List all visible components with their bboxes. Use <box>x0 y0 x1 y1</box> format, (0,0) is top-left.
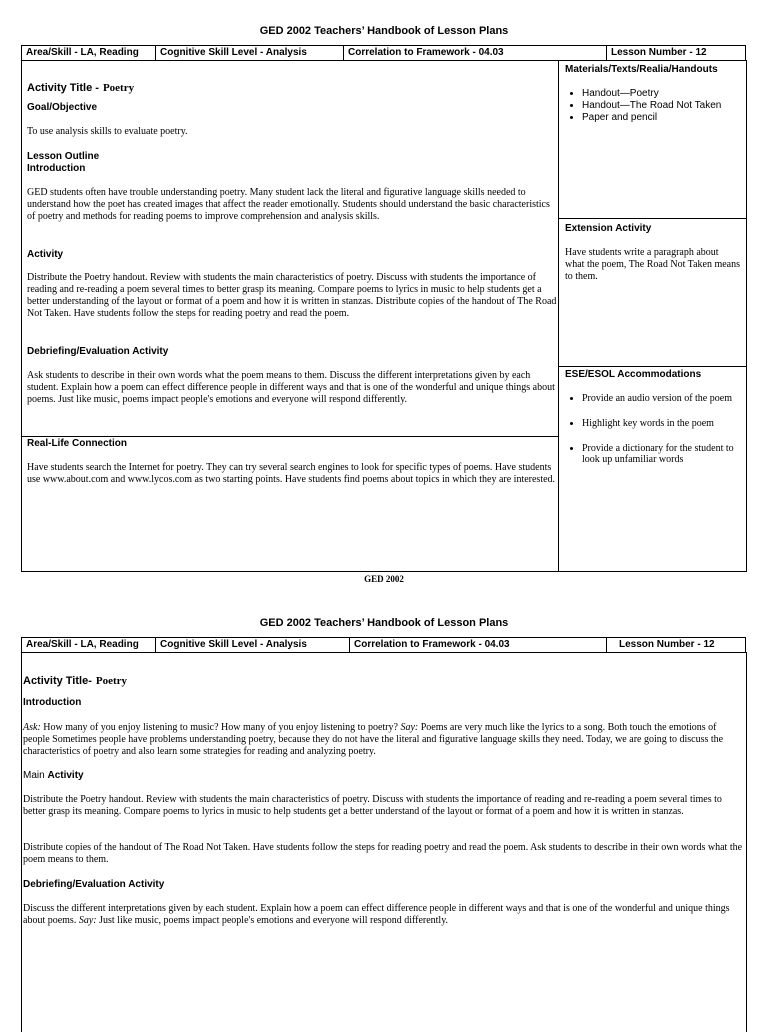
esol-item: • Provide an audio version of the poem <box>582 393 743 404</box>
page1-header-row <box>21 45 746 61</box>
page2-intro-text <box>23 722 743 758</box>
correlation-cell: Correlation to Framework - 04.03 <box>350 638 607 652</box>
page2-activity-title <box>23 671 723 689</box>
esol-list <box>565 393 743 479</box>
extension-heading: Extension Activity <box>565 223 652 234</box>
materials-heading: Materials/Texts/Realia/Handouts <box>565 64 718 75</box>
page1-title: GED 2002 Teachers’ Handbook of Lesson Plans <box>259 25 509 37</box>
materials-box <box>558 60 747 219</box>
say-label: Say: <box>400 722 419 733</box>
reallife-heading: Real-Life Connection <box>27 438 128 449</box>
activity-text: Distribute the Poetry handout. Review with students the main characteristics of poetry. Discuss with students the importance of reading and re-reading a poem several times to better grasp its meaning. Compare poems to lyrics in music to help students get a better understanding of the layout or format of a poem and how it is written in stanzas. Distribute copies of the handout of The Road Not Taken. Have students follow the steps for reading poetry and read the poem. <box>27 272 557 319</box>
materials-item: • Paper and pencil <box>582 112 743 124</box>
lesson-number-cell: Lesson Number - 12 <box>619 639 715 650</box>
real-life-box <box>21 436 559 572</box>
cognitive-skill-cell: Cognitive Skill Level - Analysis <box>156 638 350 652</box>
debrief-text2: Just like music, poems impact people's emotions and everyone will respond differently. <box>99 915 449 926</box>
page2-debrief-heading: Debriefing/Evaluation Activity <box>23 879 165 890</box>
materials-item: • Handout—Poetry <box>582 88 743 100</box>
goal-heading: Goal/Objective <box>27 102 98 113</box>
debrief-text: Ask students to describe in their own words what the poem means to them. Discuss the different interpretations given by each student. Explain how a poem can effect difference people in different ways and that is one of the wonderful and unique things about poems. Just like music, poems impact people's emotions and everyone will respond differently. <box>27 370 555 405</box>
intro-text: GED students often have trouble understanding poetry. Many student lack the literal and figurative language skills needed to understand how the poet has created images that affect the reader emotionally. Students should understand the basic characteristics of poetry and methods for reading poems to improve comprehension and analysis skills. <box>27 187 550 222</box>
activity-heading: Activity <box>27 249 64 260</box>
outline-heading: Lesson Outline <box>27 151 100 162</box>
esol-item: • Provide a dictionary for the student to look up unfamiliar words <box>582 443 743 465</box>
debrief-say-label: Say: <box>78 915 97 926</box>
reallife-text: Have students search the Internet for poetry. They can try several search engines to look for specific types of poems. Have students use www.about.com and www.lycos.com as two starting points. Have students find poems about topics in which they are interested. <box>27 462 556 485</box>
main-label: Main <box>23 770 45 781</box>
area-skill-cell: Area/Skill - LA, Reading <box>22 46 156 60</box>
page2-main-text2: Distribute copies of the handout of The Road Not Taken. Have students follow the steps for reading poetry and read the poem. Ask students to describe in their own words what the poem means to them. <box>23 842 743 865</box>
esol-heading: ESE/ESOL Accommodations <box>565 369 702 380</box>
say-text: Poems are very much like the lyrics to a song. Both touch the emotions of people Sometimes people have problems understanding poetry, because they do not have the literal and figurative language skills they need. Today, we are going to discuss the characteristics of poetry and also learn some strategies for reading and analyzing poetry. <box>23 722 724 757</box>
extension-box <box>558 218 747 367</box>
lesson-number-cell: Lesson Number - 12 <box>611 47 707 58</box>
page2-header-row <box>21 637 746 653</box>
page2-title: GED 2002 Teachers’ Handbook of Lesson Plans <box>259 617 509 629</box>
debrief-heading: Debriefing/Evaluation Activity <box>27 346 169 357</box>
page1-footer: GED 2002 <box>364 574 404 584</box>
cognitive-skill-cell: Cognitive Skill Level - Analysis <box>156 46 344 60</box>
main-bold: Activity <box>47 770 84 781</box>
activity-title-value: Poetry <box>95 675 128 687</box>
activity-title-label: Activity Title - <box>27 82 99 94</box>
activity-title-value: Poetry <box>102 82 135 94</box>
activity-title <box>27 78 547 96</box>
esol-item: • Highlight key words in the poem <box>582 418 743 429</box>
page2-debrief-text <box>23 903 743 927</box>
materials-item: • Handout—The Road Not Taken <box>582 100 743 112</box>
ask-text: How many of you enjoy listening to music? How many of you enjoy listening to poetry? <box>43 722 398 733</box>
activity-title-label: Activity Title- <box>23 675 92 687</box>
goal-text: To use analysis skills to evaluate poetry. <box>27 126 188 137</box>
page2-main-text1: Distribute the Poetry handout. Review with students the main characteristics of poetry. Discuss with students the importance of reading and re-reading a poem several times to better grasp its meaning. Compare poems to lyrics in music to help students get a better understand of the layout or format of a poem and how it is written in stanzas. <box>23 794 722 817</box>
area-skill-cell: Area/Skill - LA, Reading <box>22 638 156 652</box>
page2-main-heading <box>23 770 84 782</box>
correlation-cell: Correlation to Framework - 04.03 <box>344 46 607 60</box>
intro-heading: Introduction <box>27 163 86 174</box>
materials-list <box>565 88 743 124</box>
ask-label: Ask: <box>23 722 41 733</box>
page2-intro-heading: Introduction <box>23 697 82 708</box>
debrief-text1: Discuss the different interpretations given by each student. Explain how a poem can effect difference people in different ways and that is one of the wonderful and unique things about poems. <box>23 903 730 926</box>
extension-text: Have students write a paragraph about what the poem, The Road Not Taken means to them. <box>565 247 740 282</box>
